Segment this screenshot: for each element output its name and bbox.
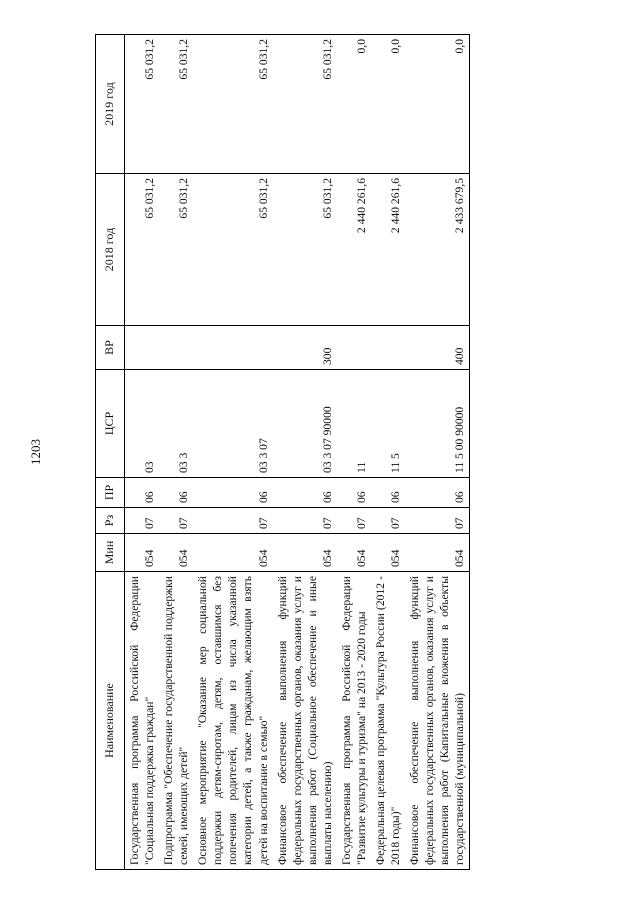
table-row bbox=[159, 35, 193, 870]
row-vr: 300 bbox=[273, 326, 337, 370]
row-vr bbox=[159, 326, 193, 370]
row-vr: 400 bbox=[405, 326, 470, 370]
row-csr: 11 bbox=[337, 370, 371, 478]
row-rz: 07 bbox=[125, 508, 160, 534]
row-2019: 0,0 bbox=[337, 35, 371, 174]
budget-table bbox=[95, 34, 470, 870]
row-rz: 07 bbox=[337, 508, 371, 534]
header-2018: 2018 год bbox=[96, 174, 125, 326]
rotated-table-wrapper bbox=[95, 35, 615, 870]
row-2019: 0,0 bbox=[371, 35, 405, 174]
table-row bbox=[273, 35, 337, 870]
row-csr: 11 5 bbox=[371, 370, 405, 478]
row-2018: 65 031,2 bbox=[193, 174, 272, 326]
row-pr: 06 bbox=[405, 478, 470, 508]
row-min: 054 bbox=[273, 534, 337, 572]
row-min: 054 bbox=[405, 534, 470, 572]
table-row bbox=[125, 35, 160, 870]
row-csr: 03 3 bbox=[159, 370, 193, 478]
row-name: Финансовое обеспечение выполнения функций федеральных государственных органов, оказания услуг и выполнения работ (Капитальные вложения в объекты государственной (муниципальной) bbox=[405, 572, 470, 870]
row-vr bbox=[193, 326, 272, 370]
row-rz: 07 bbox=[159, 508, 193, 534]
row-rz: 07 bbox=[371, 508, 405, 534]
header-name: Наименование bbox=[96, 572, 125, 870]
row-2019: 65 031,2 bbox=[273, 35, 337, 174]
row-name: Основное мероприятие "Оказание мер социальной поддержки детям-сиротам, детям, оставшимся без попечения родителей, лицам из числа указанной категории детей, а также гражданам, желающим взять детей на воспитание в семью" bbox=[193, 572, 272, 870]
row-2018: 2 440 261,6 bbox=[371, 174, 405, 326]
row-2018: 65 031,2 bbox=[159, 174, 193, 326]
row-name: Финансовое обеспечение выполнения функций федеральных государственных органов, оказания услуг и выполнения работ (Социальное обеспечение и иные выплаты населению) bbox=[273, 572, 337, 870]
row-2018: 2 433 679,5 bbox=[405, 174, 470, 326]
row-2019: 65 031,2 bbox=[159, 35, 193, 174]
row-csr: 03 3 07 90000 bbox=[273, 370, 337, 478]
page-number: 1203 bbox=[28, 439, 43, 465]
row-csr: 03 bbox=[125, 370, 160, 478]
row-csr: 03 3 07 bbox=[193, 370, 272, 478]
row-vr bbox=[125, 326, 160, 370]
row-pr: 06 bbox=[159, 478, 193, 508]
row-name: Подпрограмма "Обеспечение государственной поддержки семей, имеющих детей" bbox=[159, 572, 193, 870]
header-csr: ЦСР bbox=[96, 370, 125, 478]
row-min: 054 bbox=[193, 534, 272, 572]
row-2019: 65 031,2 bbox=[125, 35, 160, 174]
row-rz: 07 bbox=[193, 508, 272, 534]
row-pr: 06 bbox=[273, 478, 337, 508]
row-name: Государственная программа Российской Федерации "Развитие культуры и туризма" на 2013 - 2020 годы bbox=[337, 572, 371, 870]
header-pr: ПР bbox=[96, 478, 125, 508]
row-2019: 0,0 bbox=[405, 35, 470, 174]
table-row bbox=[337, 35, 371, 870]
header-2019: 2019 год bbox=[96, 35, 125, 174]
table-row bbox=[371, 35, 405, 870]
row-rz: 07 bbox=[273, 508, 337, 534]
row-min: 054 bbox=[125, 534, 160, 572]
row-csr: 11 5 00 90000 bbox=[405, 370, 470, 478]
row-min: 054 bbox=[337, 534, 371, 572]
table-row bbox=[405, 35, 470, 870]
row-vr bbox=[371, 326, 405, 370]
table-header-row bbox=[96, 35, 125, 870]
row-pr: 06 bbox=[125, 478, 160, 508]
row-name: Федеральная целевая программа "Культура России (2012 - 2018 годы)" bbox=[371, 572, 405, 870]
row-2018: 65 031,2 bbox=[273, 174, 337, 326]
row-vr bbox=[337, 326, 371, 370]
row-name: Государственная программа Российской Федерации "Социальная поддержка граждан" bbox=[125, 572, 160, 870]
row-min: 054 bbox=[371, 534, 405, 572]
row-2018: 65 031,2 bbox=[125, 174, 160, 326]
row-2018: 2 440 261,6 bbox=[337, 174, 371, 326]
row-2019: 65 031,2 bbox=[193, 35, 272, 174]
row-rz: 07 bbox=[405, 508, 470, 534]
row-pr: 06 bbox=[337, 478, 371, 508]
header-rz: Рз bbox=[96, 508, 125, 534]
header-vr: ВР bbox=[96, 326, 125, 370]
row-min: 054 bbox=[159, 534, 193, 572]
row-pr: 06 bbox=[193, 478, 272, 508]
header-min: Мин bbox=[96, 534, 125, 572]
table-row bbox=[193, 35, 272, 870]
row-pr: 06 bbox=[371, 478, 405, 508]
